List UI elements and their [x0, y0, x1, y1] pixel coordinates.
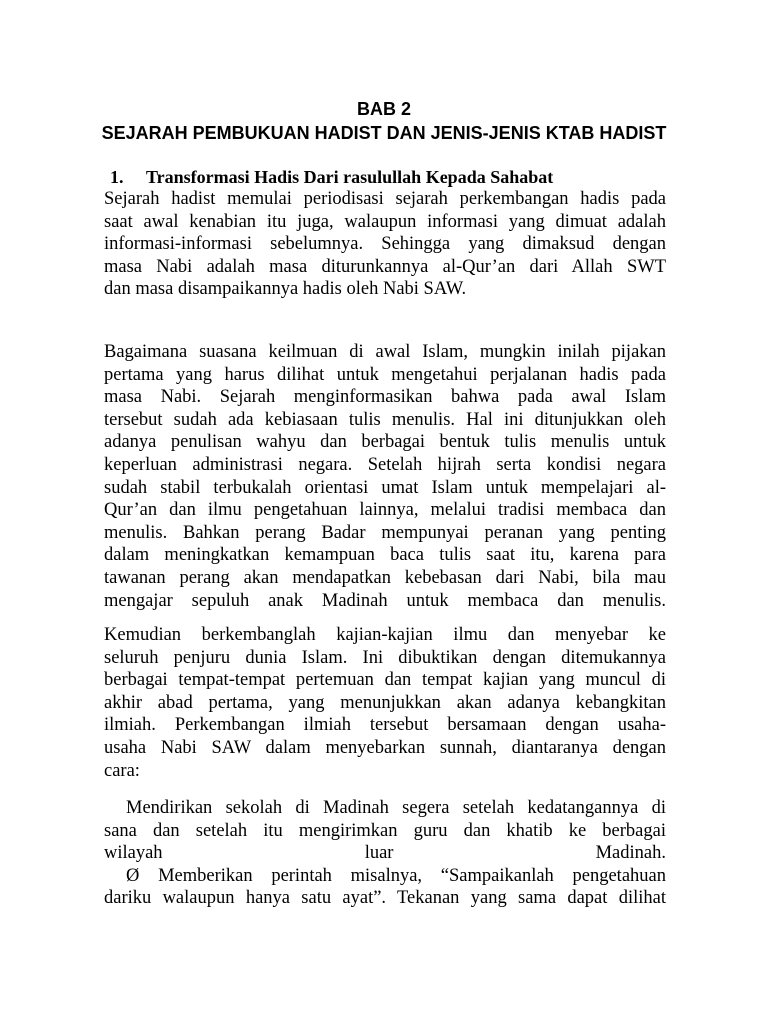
- paragraph-line: tersebut sudah ada kebiasaan tulis menulis. Hal ini ditunjukkan oleh: [104, 409, 666, 430]
- paragraph-line: berbagai tempat-tempat pertemuan dan tempat kajian yang muncul di: [104, 670, 666, 691]
- paragraph-line: Mendirikan sekolah di Madinah segera setelah kedatangannya di: [126, 798, 666, 818]
- paragraph-line: menulis. Bahkan perang Badar mempunyai peranan yang penting: [104, 522, 666, 543]
- section-number: 1.: [110, 167, 124, 187]
- paragraph-line: dan masa disampaikannya hadis oleh Nabi SAW.: [104, 279, 467, 300]
- paragraph-line: cara:: [104, 760, 140, 781]
- paragraph-line: Kemudian berkembanglah kajian-kajian ilmu dan menyebar ke: [104, 625, 666, 645]
- paragraph-line: masa Nabi adalah masa diturunkannya al-Qur’an dari Allah SWT: [104, 256, 666, 277]
- paragraph-line: mengajar sepuluh anak Madinah untuk membaca dan menulis.: [104, 590, 666, 611]
- paragraph-line: sana dan setelah itu mengirimkan guru dan khatib ke berbagai: [104, 820, 666, 841]
- paragraph-line: tawanan perang akan mendapatkan kebebasan dari Nabi, bila mau: [104, 567, 666, 588]
- paragraph-line: seluruh penjuru dunia Islam. Ini dibuktikan dengan ditemukannya: [104, 647, 666, 668]
- paragraph-1: [104, 188, 666, 301]
- paragraph-line: keperluan administrasi negara. Setelah hijrah serta kondisi negara: [104, 454, 666, 475]
- paragraph-line: Bagaimana suasana keilmuan di awal Islam, mungkin inilah pijakan: [104, 342, 666, 362]
- section-heading: [110, 166, 553, 188]
- paragraph-line: dariku walaupun hanya satu ayat”. Tekanan yang sama dapat dilihat: [104, 888, 666, 909]
- paragraph-line: wilayah luar Madinah.: [104, 843, 666, 864]
- paragraph-line: akhir abad pertama, yang menunjukkan akan adanya kebangkitan: [104, 692, 666, 713]
- bullet-line: Ø Memberikan perintah misalnya, “Sampaikanlah pengetahuan: [126, 865, 666, 886]
- paragraph-line: dalam meningkatkan kemampuan baca tulis saat itu, karena para: [104, 545, 666, 566]
- paragraph-2: [104, 341, 666, 612]
- chapter-title: SEJARAH PEMBUKUAN HADIST DAN JENIS-JENIS KTAB HADIST: [101, 123, 667, 143]
- paragraph-line: masa Nabi. Sejarah menginformasikan bahwa pada awal Islam: [104, 387, 666, 408]
- paragraph-line: usaha Nabi SAW dalam menyebarkan sunnah, diantaranya dengan: [104, 737, 666, 758]
- paragraph-3: [104, 624, 666, 782]
- paragraph-line: Qur’an dan ilmu pengetahuan lainnya, melalui tradisi membaca dan: [104, 500, 666, 521]
- paragraph-line: Sejarah hadist memulai periodisasi sejarah perkembangan hadis pada: [104, 189, 666, 209]
- section-title: Transformasi Hadis Dari rasulullah Kepada Sahabat: [146, 167, 554, 187]
- paragraph-4: [104, 797, 666, 910]
- paragraph-line: saat awal kenabian itu juga, walaupun informasi yang dimuat adalah: [104, 211, 666, 232]
- paragraph-line: pertama yang harus dilihat untuk mengetahui perjalanan hadis pada: [104, 364, 666, 385]
- chapter-label: BAB 2: [356, 99, 411, 119]
- paragraph-line: adanya penulisan wahyu dan berbagai bentuk tulis menulis untuk: [104, 432, 666, 453]
- paragraph-line: ilmiah. Perkembangan ilmiah tersebut bersamaan dengan usaha-: [104, 715, 666, 736]
- paragraph-line: informasi-informasi sebelumnya. Sehingga yang dimaksud dengan: [104, 234, 666, 255]
- paragraph-line: sudah stabil terbukalah orientasi umat Islam untuk mempelajari al-: [104, 477, 666, 498]
